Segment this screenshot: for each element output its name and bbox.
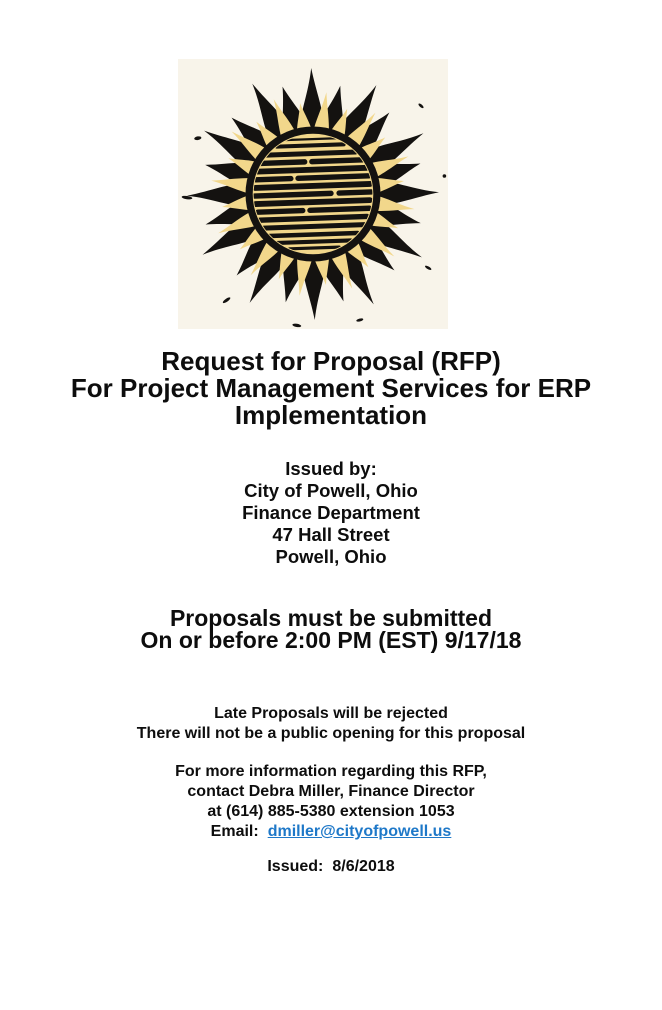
title-line-2: For Project Management Services for ERP — [70, 373, 592, 403]
sun-icon — [178, 58, 448, 330]
contact-line-3: at (614) 885-5380 extension 1053 — [207, 803, 455, 820]
issuer-department: Finance Department — [242, 502, 420, 523]
issuer-street: 47 Hall Street — [272, 524, 390, 545]
issue-date-line — [0, 857, 662, 877]
contact-line-1: For more information regarding this RFP, — [175, 763, 487, 780]
issue-date-label: Issued: — [267, 858, 324, 875]
contact-line-2: contact Debra Miller, Finance Director — [187, 783, 475, 800]
contact-block — [0, 762, 662, 842]
title-line-3: Implementation — [234, 400, 428, 430]
issued-by-block — [0, 458, 662, 568]
deadline-block — [0, 607, 662, 651]
email-label: Email: — [210, 823, 259, 840]
late-notice-line-2: There will not be a public opening for this proposal — [136, 725, 526, 742]
city-of-powell-logo — [178, 58, 448, 330]
document-title — [0, 348, 662, 429]
deadline-line-2: On or before 2:00 PM (EST) 9/17/18 — [140, 627, 522, 653]
late-notice-block — [0, 704, 662, 744]
issued-by-heading: Issued by: — [285, 458, 377, 479]
contact-email-line — [0, 822, 662, 842]
email-link[interactable]: dmiller@cityofpowell.us — [267, 823, 452, 840]
deadline-line-1: Proposals must be submitted — [169, 605, 493, 631]
issuer-city: Powell, Ohio — [275, 546, 387, 567]
late-notice-line-1: Late Proposals will be rejected — [214, 705, 448, 722]
title-line-1: Request for Proposal (RFP) — [161, 346, 501, 376]
issue-date-value: 8/6/2018 — [332, 858, 395, 875]
issuer-name: City of Powell, Ohio — [244, 480, 418, 501]
